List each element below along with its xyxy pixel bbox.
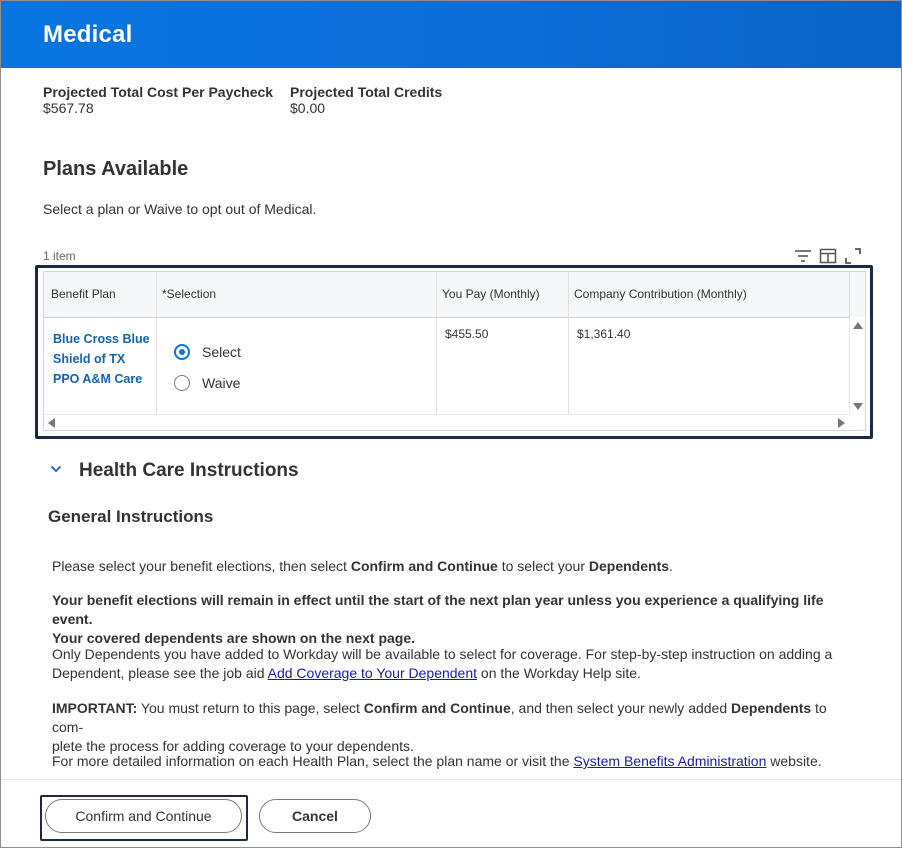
horizontal-scrollbar[interactable] [44, 414, 849, 430]
column-divider [568, 272, 569, 414]
text: For more detailed information on each Health Plan, select the plan name or visit the [52, 753, 574, 769]
col-you-pay[interactable]: You Pay (Monthly) [442, 287, 540, 301]
plans-description: Select a plan or Waive to opt out of Medical. [43, 201, 317, 217]
text: , and then select your newly added [510, 700, 732, 716]
column-divider [156, 272, 157, 414]
instruction-paragraph-1 [52, 557, 852, 576]
fullscreen-icon[interactable] [844, 247, 862, 265]
plan-name-line: Shield of TX [53, 352, 126, 366]
text: website. [766, 753, 822, 769]
text: . [669, 558, 673, 574]
text: on the Workday Help site. [477, 665, 641, 681]
radio-selected-indicator[interactable] [174, 344, 190, 360]
bold-text: Dependents [731, 700, 812, 716]
projected-credits-label: Projected Total Credits [290, 84, 443, 100]
health-care-instructions-title[interactable]: Health Care Instructions [79, 460, 299, 481]
column-divider [436, 272, 437, 414]
filter-icon[interactable] [794, 247, 812, 265]
scroll-left-arrow[interactable] [48, 418, 55, 428]
scroll-down-arrow[interactable] [853, 403, 863, 410]
you-pay-value: $455.50 [445, 327, 489, 341]
benefit-plan-link[interactable] [53, 329, 153, 389]
scroll-corner [849, 272, 865, 318]
text: You must return to this page, select [137, 700, 364, 716]
radio-select[interactable] [174, 342, 241, 362]
bold-text: Confirm and Continue [350, 558, 498, 574]
bold-text: Dependents [588, 558, 670, 574]
instruction-paragraph-5 [52, 752, 852, 771]
chevron-down-icon[interactable] [49, 462, 63, 476]
projected-cost-value: $567.78 [43, 100, 94, 116]
plans-grid [43, 271, 866, 431]
text: to select your [497, 558, 589, 574]
footer-divider [1, 779, 901, 780]
item-count: 1 item [43, 249, 76, 263]
cancel-button[interactable]: Cancel [259, 799, 371, 833]
general-instructions-title: General Instructions [48, 507, 214, 526]
add-coverage-link[interactable]: Add Coverage to Your Dependent [267, 665, 478, 681]
page-title: Medical [43, 21, 133, 48]
bold-text: Confirm and Continue [363, 700, 511, 716]
grid-header-row [44, 272, 849, 318]
columns-icon[interactable] [819, 247, 837, 265]
bold-text: IMPORTANT: [52, 700, 138, 716]
col-company-contribution[interactable]: Company Contribution (Monthly) [574, 287, 747, 301]
text: Only Dependents you have added to Workday will be available to select for coverage. For step-by-step instruction on adding a [52, 646, 833, 662]
text-line [52, 664, 852, 683]
text: Your covered dependents are shown on the next page. [52, 630, 416, 646]
col-benefit-plan[interactable]: Benefit Plan [51, 287, 116, 301]
company-contribution-value: $1,361.40 [577, 327, 631, 341]
scroll-right-arrow[interactable] [838, 418, 845, 428]
confirm-and-continue-button[interactable]: Confirm and Continue [45, 799, 242, 833]
plan-name-line: PPO A&M Care [53, 372, 143, 386]
page-header [1, 1, 901, 68]
radio-waive[interactable] [174, 373, 240, 393]
text: Dependent, please see the job aid [52, 665, 268, 681]
text-line [52, 699, 852, 737]
projected-credits-value: $0.00 [290, 100, 326, 116]
instruction-paragraph-4 [52, 699, 852, 756]
radio-unselected-indicator[interactable] [174, 375, 190, 391]
radio-select-label: Select [202, 344, 241, 360]
system-benefits-administration-link[interactable]: System Benefits Administration [573, 753, 767, 769]
col-selection[interactable]: *Selection [162, 287, 217, 301]
text: plete the process for adding coverage to your dependents. [52, 738, 414, 754]
text: to com- [52, 700, 827, 735]
vertical-scrollbar[interactable] [849, 317, 865, 414]
scroll-up-arrow[interactable] [853, 322, 863, 329]
projected-cost-label: Projected Total Cost Per Paycheck [43, 84, 274, 100]
plans-available-title: Plans Available [43, 158, 189, 180]
text: Your benefit elections will remain in effect until the start of the next plan year unless you experience a qualifying life event. [52, 592, 824, 627]
instruction-paragraph-3 [52, 645, 852, 683]
text: Please select your benefit elections, then select [52, 558, 351, 574]
instruction-paragraph-2 [52, 591, 852, 648]
plan-name-line: Blue Cross Blue [53, 332, 150, 346]
radio-waive-label: Waive [202, 375, 241, 391]
